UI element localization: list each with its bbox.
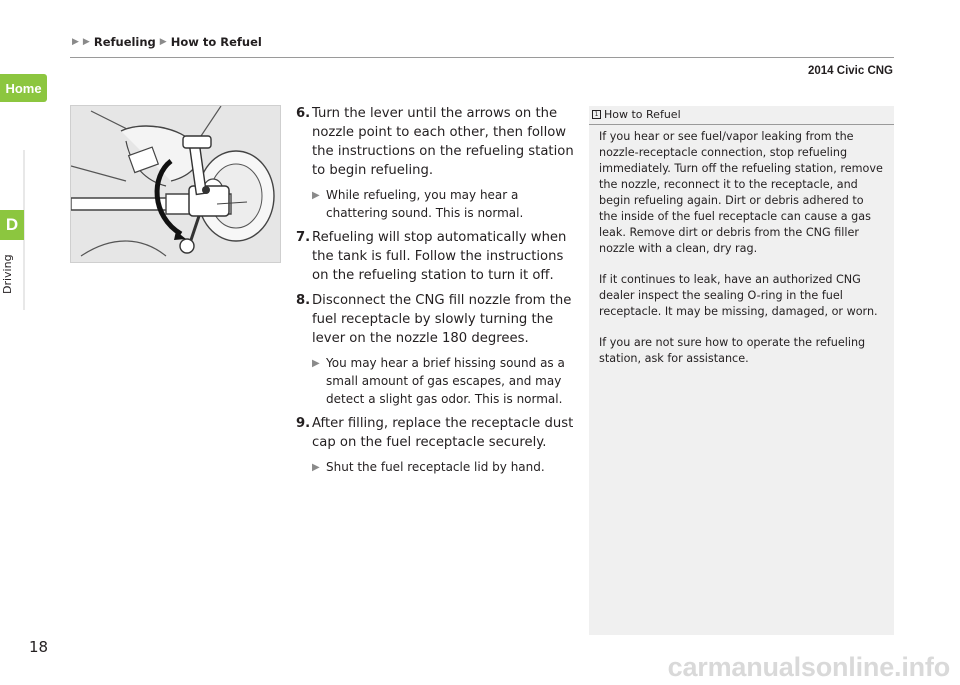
step-7 xyxy=(296,228,582,285)
sidebar-paragraph: If you are not sure how to operate the refueling station, ask for assistance. xyxy=(599,336,866,365)
breadcrumb-link-refueling[interactable]: Refueling xyxy=(93,35,156,49)
step-note xyxy=(312,186,582,222)
step-number: 9. xyxy=(296,416,311,431)
nozzle-drawing xyxy=(71,106,281,263)
note-arrow-icon: ▶ xyxy=(312,462,320,473)
breadcrumb-arrow-icon: ▶ xyxy=(82,37,90,47)
reference-icon: 1 xyxy=(592,110,601,119)
step-text: Turn the lever until the arrows on the nozzle point to each other, then follow the instructions on the refueling station to begin refueling. xyxy=(312,106,574,178)
note-arrow-icon: ▶ xyxy=(312,190,320,201)
model-label: 2014 Civic CNG xyxy=(807,65,893,77)
sidebar-title-text: How to Refuel xyxy=(604,108,681,121)
breadcrumb-arrow-icon: ▶ xyxy=(72,37,79,47)
breadcrumb-arrow-icon: ▶ xyxy=(159,37,167,47)
breadcrumb-link-how-to-refuel[interactable]: How to Refuel xyxy=(170,35,262,49)
step-9 xyxy=(296,414,582,477)
header-divider xyxy=(70,57,894,58)
chapter-tab[interactable]: D xyxy=(0,210,24,240)
refuel-steps xyxy=(296,104,582,483)
step-text: Disconnect the CNG fill nozzle from the fuel receptacle by slowly turning the lever on the nozzle 180 degrees. xyxy=(312,293,572,346)
step-note-text: Shut the fuel receptacle lid by hand. xyxy=(326,460,545,474)
sidebar-paragraph: If it continues to leak, have an authorized CNG dealer inspect the sealing O-ring in the fuel receptacle. It may be missing, damaged, or worn. xyxy=(599,273,878,318)
sidebar-paragraph: If you hear or see fuel/vapor leaking from the nozzle-receptacle connection, stop refueling immediately. Turn off the refueling station, remove the nozzle, reconnect it to the receptacle, and begin refueling again. Dirt or debris adhered to the inside of the fuel receptacle can cause a gas leak. Remove dirt or debris from the CNG filler nozzle with a clean, dry rag. xyxy=(599,130,883,255)
step-number: 8. xyxy=(296,293,311,308)
step-text: After filling, replace the receptacle dust cap on the fuel receptacle securely. xyxy=(312,416,574,450)
step-text: Refueling will stop automatically when the tank is full. Follow the instructions on the refueling station to turn it off. xyxy=(312,230,567,283)
breadcrumb xyxy=(72,35,262,49)
sidebar-body xyxy=(589,125,894,367)
note-arrow-icon: ▶ xyxy=(312,358,320,369)
info-sidebar xyxy=(589,106,894,635)
step-note-text: While refueling, you may hear a chattering sound. This is normal. xyxy=(326,188,524,220)
sidebar-title xyxy=(589,108,894,125)
step-6 xyxy=(296,104,582,222)
step-note xyxy=(312,458,582,477)
watermark: carmanualsonline.info xyxy=(667,652,950,682)
step-number: 7. xyxy=(296,230,311,245)
page-number: 18 xyxy=(29,638,49,656)
chapter-name: Driving xyxy=(1,254,14,294)
step-8 xyxy=(296,291,582,408)
step-note xyxy=(312,354,582,408)
home-button[interactable]: Home xyxy=(0,74,47,102)
step-number: 6. xyxy=(296,106,311,121)
fuel-nozzle-illustration xyxy=(70,105,281,263)
step-note-text: You may hear a brief hissing sound as a small amount of gas escapes, and may detect a slight gas odor. This is normal. xyxy=(326,356,565,406)
